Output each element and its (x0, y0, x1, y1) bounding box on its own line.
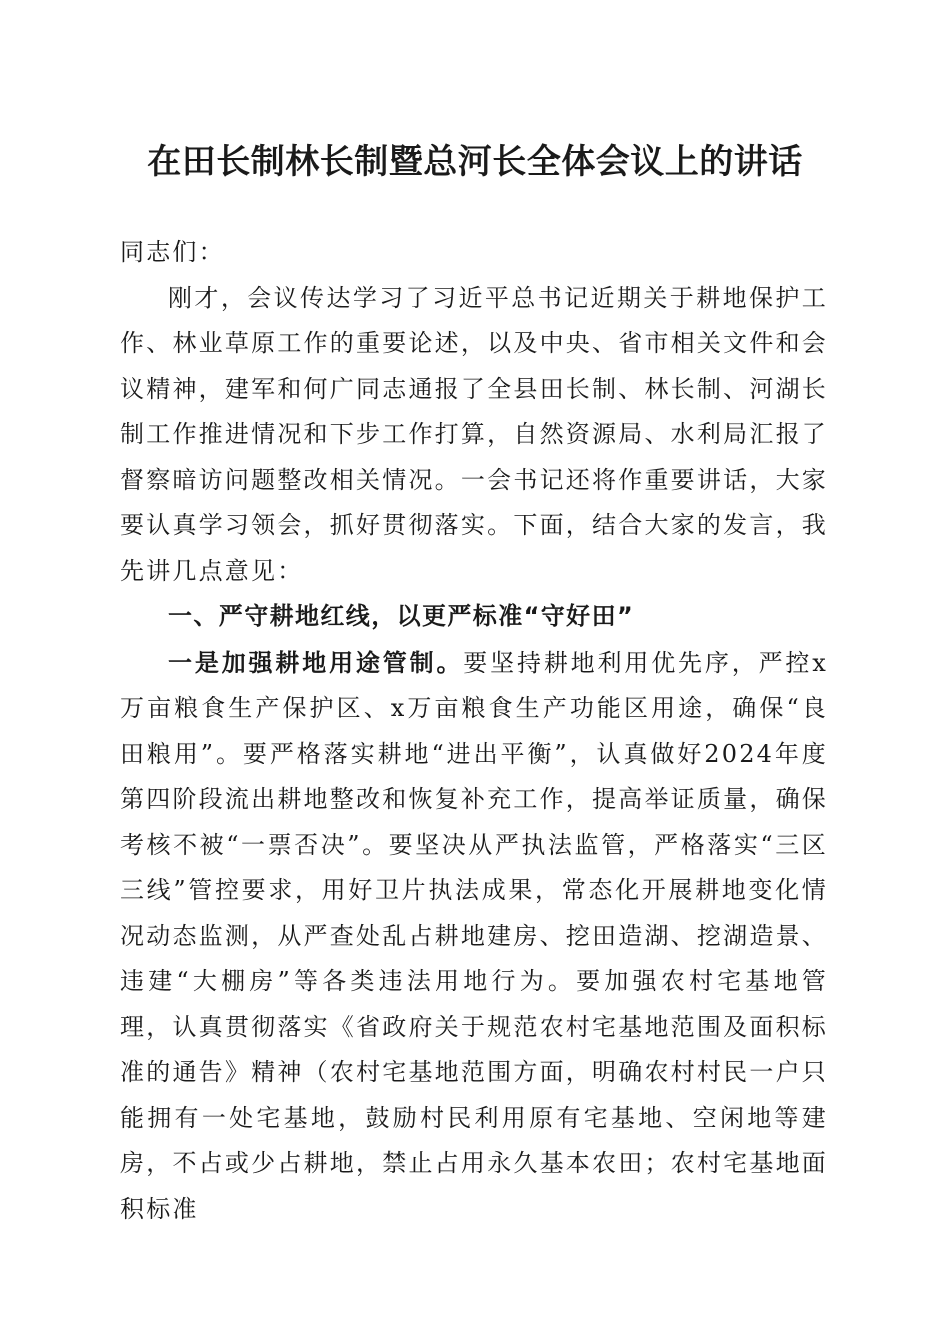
section-paragraph (120, 640, 828, 1233)
salutation: 同志们： (120, 238, 225, 266)
intro-paragraph: 刚才，会议传达学习了习近平总书记近期关于耕地保护工作、林业草原工作的重要论述，以及中央、省市相关文件和会议精神，建军和何广同志通报了全县田长制、林长制、河湖长制工作推进情况和下步工作打算，自然资源局、水利局汇报了督察暗访问题整改相关情况。一会书记还将作重要讲话，大家要认真学习领会，抓好贯彻落实。下面，结合大家的发言，我先讲几点意见： (120, 283, 828, 585)
page-title: 在田长制林长制暨总河长全体会议上的讲话 (147, 142, 803, 182)
paragraph-lead: 一是加强耕地用途管制。 (168, 647, 464, 677)
document-body (120, 230, 828, 1232)
paragraph-text: 要坚持耕地利用优先序，严控x万亩粮食生产保护区、x万亩粮食生产功能区用途，确保“良田粮用”。要严格落实耕地“进出平衡”，认真做好2024年度第四阶段流出耕地整改和恢复补充工作，提高举证质量，确保考核不被“一票否决”。要坚决从严执法监管，严格落实“三区三线”管控要求，用好卫片执法成果，常态化开展耕地变化情况动态监测，从严查处乱占耕地建房、挖田造湖、挖湖造景、违建“大棚房”等各类违法用地行为。要加强农村宅基地管理，认真贯彻落实《省政府关于规范农村宅基地范围及面积标准的通告》精神（农村宅基地范围方面，明确农村村民一户只能拥有一处宅基地，鼓励村民利用原有宅基地、空闲地等建房，不占或少占耕地，禁止占用永久基本农田；农村宅基地面积标准 (120, 648, 829, 1223)
section-heading: 一、严守耕地红线，以更严标准“守好田” (168, 602, 635, 630)
